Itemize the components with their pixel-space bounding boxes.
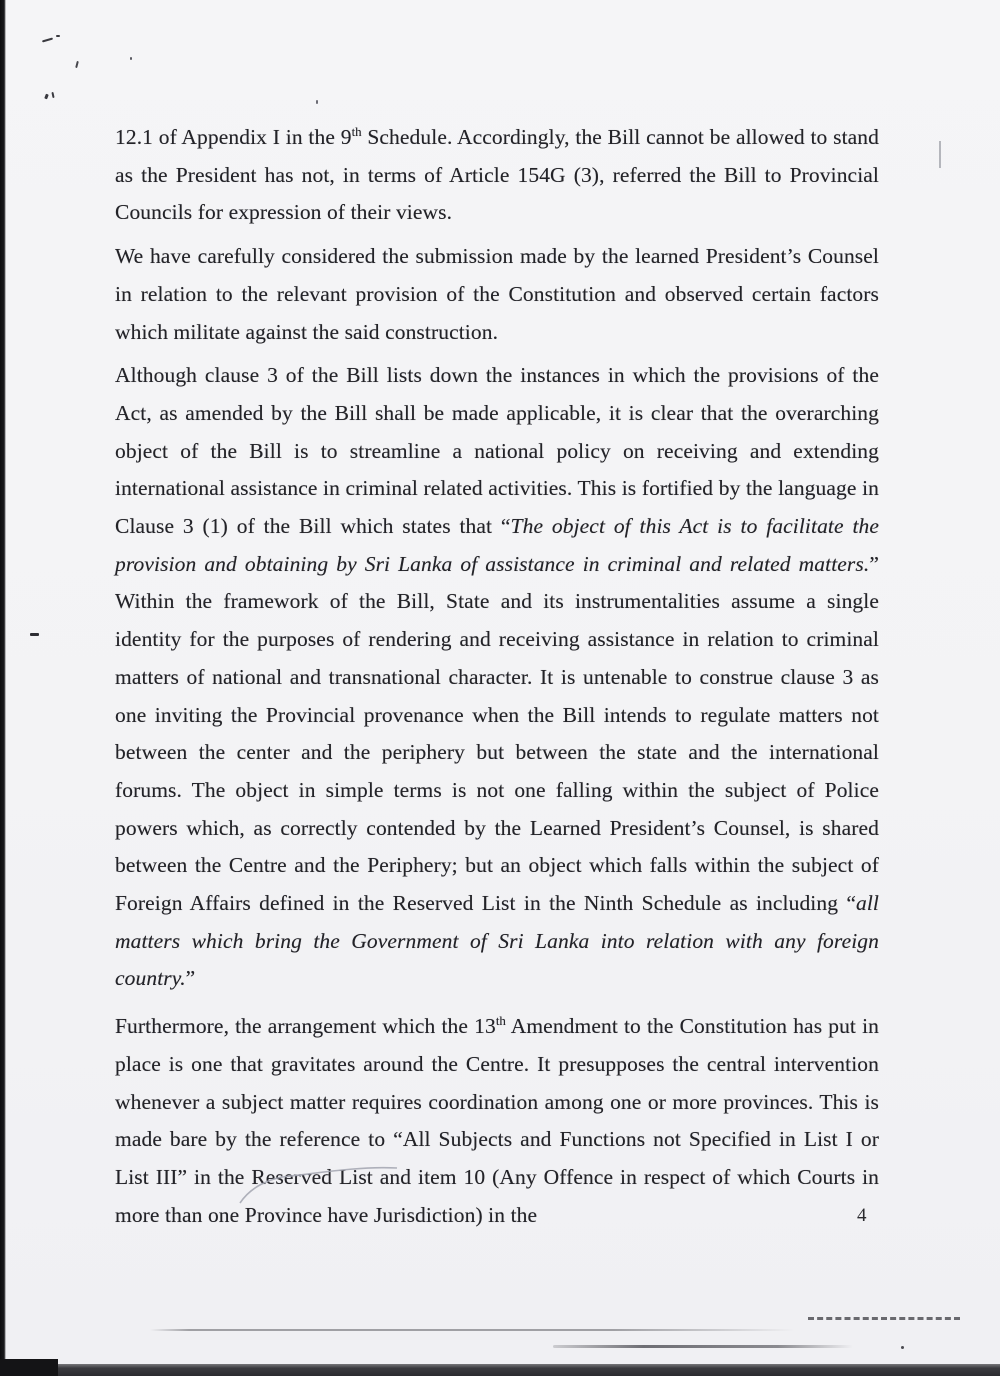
- pen-mark: [51, 92, 54, 98]
- scan-streak-dashed: [808, 1317, 960, 1320]
- scan-speck: [316, 100, 318, 104]
- scan-speck: [901, 1346, 904, 1349]
- scanner-edge-bottom: [0, 1364, 1000, 1376]
- paragraph-1: 12.1 of Appendix I in the 9th Schedule. Accordingly, the Bill cannot be allowed to stand as the President has not, in terms of Article 154G (3), referred the Bill to Provincial Councils for expression of their views.: [115, 124, 879, 225]
- pen-mark: [56, 35, 60, 37]
- paragraph-2: We have carefully considered the submission made by the learned President’s Counsel in relation to the relevant provision of the Constitution and observed certain factors which militate against the said construction.: [115, 244, 879, 344]
- pen-mark: [30, 633, 39, 636]
- scan-streak: [150, 1329, 795, 1331]
- scanner-edge-left: [0, 0, 6, 1376]
- scan-speck: [939, 141, 941, 168]
- scan-streak: [553, 1345, 853, 1348]
- pen-mark: [42, 38, 53, 43]
- document-body: [115, 119, 879, 1240]
- paragraph-3: Although clause 3 of the Bill lists down the instances in which the provisions of the Act, as amended by the Bill shall be made applicable, it is clear that the overarching object of the Bill is to streamline a national policy on receiving and extending international assistance in criminal related activities. This is fortified by the language in Clause 3 (1) of the Bill which states that “The object of this Act is to facilitate the provision and obtaining by Sri Lanka of assistance in criminal and related matters.” Within the framework of the Bill, State and its instrumentalities assume a single identity for the purposes of rendering and receiving assistance in relation to criminal matters of national and transnational character. It is untenable to construe clause 3 as one inviting the Provincial provenance when the Bill intends to regulate matters not between the center and the periphery but between the state and the international forums. The object in simple terms is not one falling within the subject of Police powers which, as correctly contended by the Learned President’s Counsel, is shared between the Centre and the Periphery; but an object which falls within the subject of Foreign Affairs defined in the Reserved List in the Ninth Schedule as including “all matters which bring the Government of Sri Lanka into relation with any foreign country.”: [115, 363, 880, 991]
- paragraph-4: Furthermore, the arrangement which the 13th Amendment to the Constitution has put in place is one that gravitates around the Centre. It presupposes the central intervention whenever a subject matter requires coordination among one or more provinces. This is made bare by the reference to “All Subjects and Functions not Specified in List I or List III” in the Reserved List and item 10 (Any Offence in respect of which Courts in more than one Province have Jurisdiction) in the: [115, 1014, 879, 1227]
- scan-speck: [130, 57, 132, 60]
- pen-mark: [75, 61, 79, 68]
- scanner-corner-shadow: [0, 1359, 58, 1376]
- page-number: 4: [857, 1205, 867, 1226]
- pen-curve-mark: [228, 1158, 408, 1218]
- pen-mark: [44, 94, 49, 100]
